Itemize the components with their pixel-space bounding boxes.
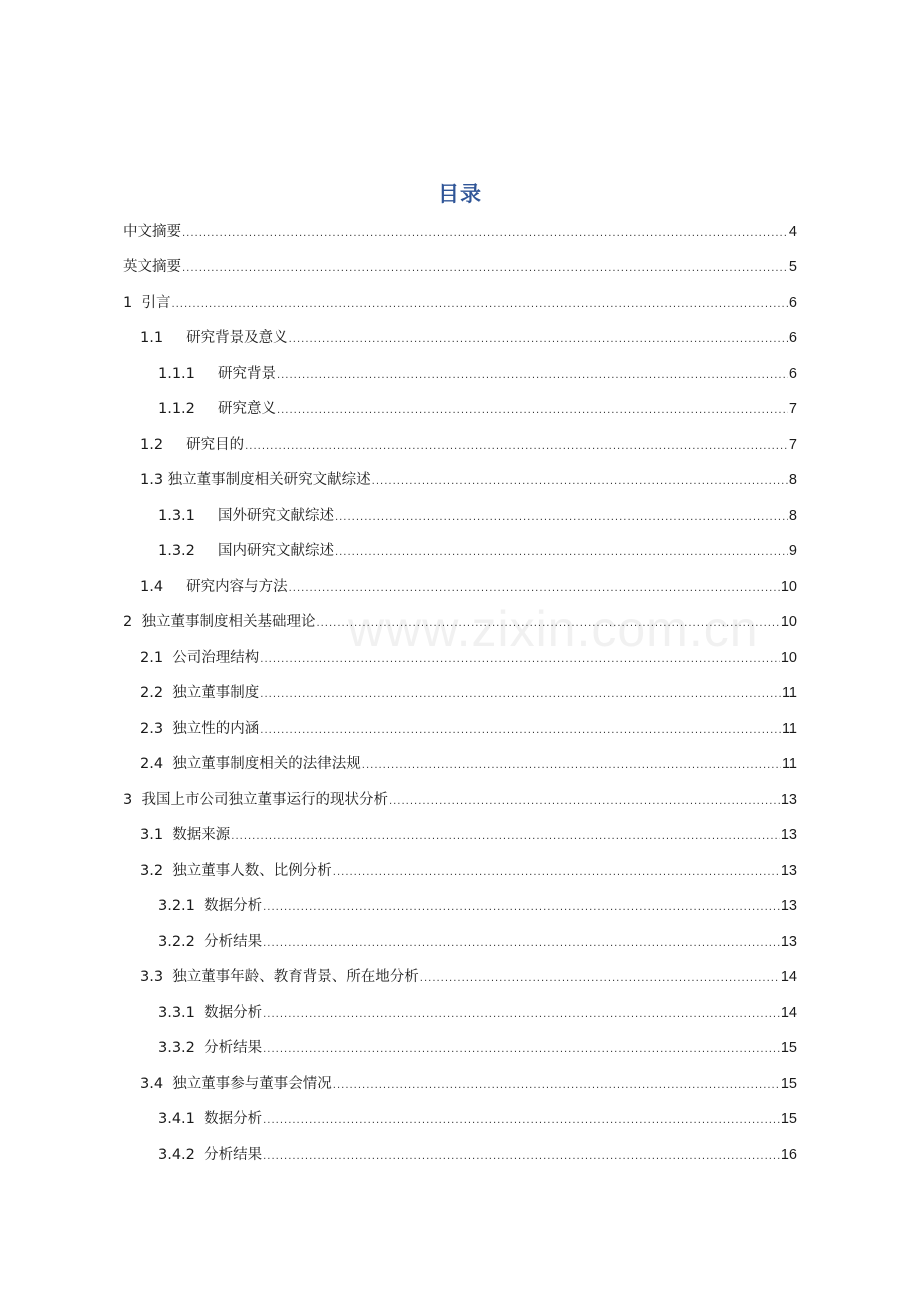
- toc-entry-number: 1.3.1: [158, 507, 218, 524]
- toc-entry-number: 2: [123, 614, 142, 630]
- toc-entry-page-number: 10: [780, 649, 797, 666]
- toc-dot-leader: [231, 832, 780, 842]
- toc-entry-page-number: 11: [781, 720, 797, 737]
- toc-entry[interactable]: [123, 1031, 797, 1067]
- toc-entry-page-number: 5: [788, 259, 797, 275]
- toc-entry-title: 分析结果: [204, 1040, 263, 1056]
- toc-entry-title: 研究背景及意义: [186, 330, 288, 346]
- toc-entry-number: 3.2.1: [158, 898, 205, 914]
- toc-entry[interactable]: [123, 214, 797, 250]
- toc-entry-number: 3.3: [140, 969, 173, 985]
- toc-entry-page-number: 8: [788, 507, 797, 524]
- toc-entry[interactable]: [123, 747, 797, 783]
- toc-entry-page-number: 15: [780, 1111, 797, 1127]
- toc-entry-number: 1.1.2: [158, 401, 218, 417]
- toc-entry-title: 独立董事参与董事会情况: [172, 1075, 332, 1092]
- toc-entry-page-number: 11: [781, 756, 797, 772]
- toc-entry-number: 1: [123, 294, 142, 311]
- toc-entry[interactable]: [123, 853, 797, 889]
- toc-entry-number: 1.3: [140, 472, 168, 488]
- toc-entry-title: 研究意义: [217, 401, 276, 417]
- toc-entry[interactable]: [123, 711, 797, 747]
- toc-dot-leader: [335, 513, 788, 523]
- toc-entry[interactable]: [123, 676, 797, 712]
- toc-dot-leader: [263, 1152, 780, 1162]
- toc-dot-leader: [289, 584, 780, 594]
- toc-entry-title: 中文摘要: [123, 223, 181, 240]
- toc-entry-page-number: 10: [780, 614, 797, 630]
- toc-dot-leader: [333, 868, 780, 878]
- toc-entry[interactable]: [123, 569, 797, 605]
- toc-entry-page-number: 13: [780, 862, 797, 879]
- toc-entry[interactable]: [123, 995, 797, 1031]
- toc-entry-title: 数据分析: [204, 1004, 263, 1021]
- toc-entry-page-number: 9: [788, 543, 797, 559]
- toc-entry-page-number: 13: [780, 791, 797, 808]
- toc-entry-page-number: 14: [780, 1004, 797, 1021]
- toc-entry-page-number: 6: [788, 365, 797, 382]
- toc-dot-leader: [263, 1045, 780, 1055]
- toc-entry-title: 分析结果: [204, 933, 263, 950]
- toc-entry-title: 公司治理结构: [172, 649, 260, 666]
- toc-entry-number: 1.1.1: [158, 365, 218, 382]
- toc-entry-page-number: 6: [788, 294, 797, 311]
- toc-entry[interactable]: [123, 1137, 797, 1173]
- toc-entry-number: 1.1: [140, 330, 187, 346]
- toc-entry-number: 2.3: [140, 720, 173, 737]
- toc-entry[interactable]: [123, 356, 797, 392]
- toc-entry-title: 数据来源: [172, 827, 231, 843]
- toc-entry-page-number: 4: [788, 223, 797, 240]
- toc-entry-number: 3.3.1: [158, 1004, 205, 1021]
- toc-entry-title: 独立董事年龄、教育背景、所在地分析: [172, 969, 419, 985]
- toc-entry[interactable]: [123, 250, 797, 286]
- toc-dot-leader: [277, 371, 788, 381]
- toc-entry[interactable]: [123, 605, 797, 641]
- toc-entry-title: 研究内容与方法: [186, 578, 288, 595]
- toc-entry-page-number: 8: [788, 472, 797, 488]
- toc-entry-page-number: 13: [780, 933, 797, 950]
- toc-entry[interactable]: [123, 1102, 797, 1138]
- toc-entry-number: 1.2: [140, 436, 187, 453]
- toc-entry-page-number: 15: [780, 1040, 797, 1056]
- toc-dot-leader: [333, 1081, 780, 1091]
- toc-entry-page-number: 10: [780, 578, 797, 595]
- toc-entry-title: 独立董事制度相关研究文献综述: [167, 472, 371, 488]
- watermark: www.zixin.com.cn: [348, 601, 759, 657]
- toc-entry-number: 3.2.2: [158, 933, 205, 950]
- toc-entry-number: 3.4.2: [158, 1146, 205, 1163]
- toc-dot-leader: [263, 1010, 780, 1020]
- toc-dot-leader: [316, 619, 779, 629]
- toc-entry[interactable]: [123, 463, 797, 499]
- toc-entry-number: 2.2: [140, 685, 173, 701]
- toc-entry-number: 3.4.1: [158, 1111, 205, 1127]
- toc-entry-title: 独立董事人数、比例分析: [172, 862, 332, 879]
- toc-dot-leader: [335, 548, 788, 558]
- toc-entry[interactable]: [123, 924, 797, 960]
- toc-entry-page-number: 16: [780, 1146, 797, 1163]
- toc-dot-leader: [277, 406, 788, 416]
- toc-entry-number: 3.1: [140, 827, 173, 843]
- toc-entry-number: 2.1: [140, 649, 173, 666]
- toc-entry-title: 分析结果: [204, 1146, 263, 1163]
- toc-entry[interactable]: [123, 889, 797, 925]
- toc-dot-leader: [263, 1116, 780, 1126]
- toc-entry-title: 独立董事制度: [172, 685, 260, 701]
- toc-entry[interactable]: [123, 534, 797, 570]
- toc-entry-page-number: 14: [780, 969, 797, 985]
- toc-entry-number: 2.4: [140, 756, 173, 772]
- toc-entry-title: 国内研究文献综述: [217, 543, 334, 559]
- toc-entry-title: 引言: [141, 294, 171, 311]
- toc-entry-title: 研究背景: [217, 365, 276, 382]
- toc-dot-leader: [362, 761, 781, 771]
- toc-dot-leader: [372, 477, 788, 487]
- toc-entry-title: 研究目的: [186, 436, 245, 453]
- toc-dot-leader: [389, 797, 780, 807]
- toc-dot-leader: [420, 974, 780, 984]
- toc-entry-title: 独立董事制度相关基础理论: [141, 614, 316, 630]
- toc-entry[interactable]: [123, 640, 797, 676]
- toc-entry[interactable]: [123, 285, 797, 321]
- toc-entry-title: 数据分析: [204, 898, 263, 914]
- toc-entry-number: 3: [123, 791, 142, 808]
- toc-entry[interactable]: [123, 427, 797, 463]
- toc-entry[interactable]: [123, 960, 797, 996]
- toc-dot-leader: [260, 726, 781, 736]
- toc-entry-page-number: 13: [780, 898, 797, 914]
- toc-dot-leader: [182, 264, 788, 274]
- toc-dot-leader: [260, 690, 781, 700]
- toc-entry-title: 我国上市公司独立董事运行的现状分析: [141, 791, 388, 808]
- toc-entry-title: 独立性的内涵: [172, 720, 260, 737]
- toc-entry-number: 3.4: [140, 1075, 173, 1092]
- toc-dot-leader: [182, 229, 788, 239]
- toc-entry[interactable]: [123, 498, 797, 534]
- toc-entry-number: 3.2: [140, 862, 173, 879]
- toc-entry-page-number: 13: [780, 827, 797, 843]
- toc-dot-leader: [245, 442, 788, 452]
- toc-entry-page-number: 7: [788, 436, 797, 453]
- toc-entry-number: 1.4: [140, 578, 187, 595]
- toc-entry-title: 英文摘要: [123, 259, 181, 275]
- toc-title: 目录: [438, 182, 482, 206]
- toc-entry-page-number: 7: [788, 401, 797, 417]
- toc-entry[interactable]: [123, 1066, 797, 1102]
- toc-dot-leader: [289, 335, 788, 345]
- toc-entry-page-number: 15: [780, 1075, 797, 1092]
- toc-dot-leader: [260, 655, 780, 665]
- toc-entry-page-number: 11: [781, 685, 797, 701]
- toc-dot-leader: [263, 903, 780, 913]
- toc-entry-number: 1.3.2: [158, 543, 218, 559]
- toc-entry[interactable]: [123, 818, 797, 854]
- toc-entry-page-number: 6: [788, 330, 797, 346]
- toc-entry-number: 3.3.2: [158, 1040, 205, 1056]
- toc-dot-leader: [171, 300, 787, 310]
- toc-entry[interactable]: [123, 321, 797, 357]
- toc-entry[interactable]: [123, 392, 797, 428]
- toc-dot-leader: [263, 939, 780, 949]
- toc-entry-title: 数据分析: [204, 1111, 263, 1127]
- toc-entry[interactable]: [123, 782, 797, 818]
- toc-entry-title: 国外研究文献综述: [217, 507, 334, 524]
- toc-entry-title: 独立董事制度相关的法律法规: [172, 756, 361, 772]
- toc-list: [123, 214, 797, 1173]
